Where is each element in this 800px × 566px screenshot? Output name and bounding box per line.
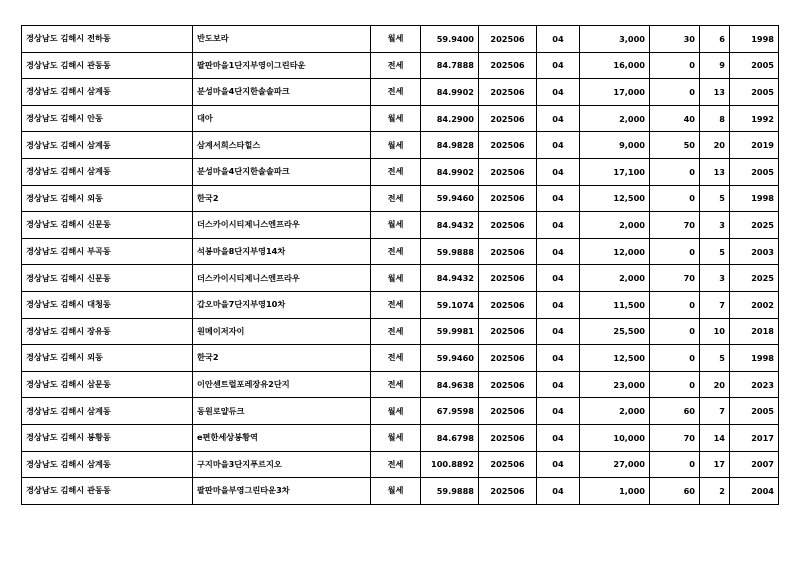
address-cell: 경상남도 김해시 외동 [22,345,193,372]
contract-day-cell: 04 [537,132,580,159]
contract-month-cell: 202506 [479,291,537,318]
deposit-cell: 23,000 [580,371,650,398]
floor-cell: 3 [700,212,730,239]
deposit-cell: 17,100 [580,158,650,185]
address-cell: 경상남도 김해시 전하동 [22,26,193,53]
floor-cell: 5 [700,185,730,212]
floor-cell: 3 [700,265,730,292]
build-year-cell: 2005 [730,158,779,185]
address-cell: 경상남도 김해시 부곡동 [22,238,193,265]
rent-transactions-sheet [21,25,778,505]
floor-cell: 9 [700,52,730,79]
deposit-cell: 27,000 [580,451,650,478]
deposit-cell: 2,000 [580,398,650,425]
build-year-cell: 2005 [730,52,779,79]
address-cell: 경상남도 김해시 관동동 [22,478,193,505]
deposit-cell: 16,000 [580,52,650,79]
lease-type-cell: 월세 [371,265,421,292]
address-cell: 경상남도 김해시 대청동 [22,291,193,318]
lease-type-cell: 월세 [371,26,421,53]
table-row [22,105,779,132]
monthly-rent-cell: 60 [650,398,700,425]
table-row [22,158,779,185]
monthly-rent-cell: 0 [650,451,700,478]
monthly-rent-cell: 0 [650,52,700,79]
rent-transactions-table [21,25,779,505]
build-year-cell: 2005 [730,398,779,425]
contract-day-cell: 04 [537,398,580,425]
deposit-cell: 12,500 [580,345,650,372]
deposit-cell: 10,000 [580,424,650,451]
table-row [22,52,779,79]
contract-day-cell: 04 [537,265,580,292]
monthly-rent-cell: 40 [650,105,700,132]
address-cell: 경상남도 김해시 외동 [22,185,193,212]
deposit-cell: 9,000 [580,132,650,159]
contract-month-cell: 202506 [479,398,537,425]
build-year-cell: 2019 [730,132,779,159]
deposit-cell: 11,500 [580,291,650,318]
lease-type-cell: 전세 [371,52,421,79]
contract-month-cell: 202506 [479,105,537,132]
monthly-rent-cell: 60 [650,478,700,505]
contract-day-cell: 04 [537,158,580,185]
table-row [22,26,779,53]
lease-type-cell: 월세 [371,132,421,159]
monthly-rent-cell: 30 [650,26,700,53]
contract-month-cell: 202506 [479,478,537,505]
lease-type-cell: 전세 [371,318,421,345]
contract-day-cell: 04 [537,185,580,212]
area-cell: 84.9432 [421,212,479,239]
lease-type-cell: 전세 [371,238,421,265]
area-cell: 59.9888 [421,478,479,505]
area-cell: 84.6798 [421,424,479,451]
floor-cell: 20 [700,132,730,159]
table-row [22,345,779,372]
apartment-name-cell: e편한세상봉황역 [193,424,371,451]
build-year-cell: 2004 [730,478,779,505]
table-body [22,26,779,505]
contract-day-cell: 04 [537,212,580,239]
area-cell: 84.9432 [421,265,479,292]
lease-type-cell: 전세 [371,158,421,185]
area-cell: 84.2900 [421,105,479,132]
apartment-name-cell: 분성마을4단지한솔솔파크 [193,79,371,106]
floor-cell: 17 [700,451,730,478]
deposit-cell: 2,000 [580,212,650,239]
build-year-cell: 2023 [730,371,779,398]
contract-day-cell: 04 [537,478,580,505]
floor-cell: 13 [700,158,730,185]
area-cell: 84.9828 [421,132,479,159]
contract-month-cell: 202506 [479,265,537,292]
contract-day-cell: 04 [537,318,580,345]
contract-day-cell: 04 [537,424,580,451]
build-year-cell: 2003 [730,238,779,265]
contract-month-cell: 202506 [479,212,537,239]
build-year-cell: 1992 [730,105,779,132]
lease-type-cell: 전세 [371,291,421,318]
build-year-cell: 2002 [730,291,779,318]
lease-type-cell: 월세 [371,105,421,132]
contract-month-cell: 202506 [479,345,537,372]
area-cell: 84.7888 [421,52,479,79]
table-row [22,185,779,212]
table-row [22,371,779,398]
area-cell: 59.9460 [421,185,479,212]
address-cell: 경상남도 김해시 삼문동 [22,371,193,398]
area-cell: 59.1074 [421,291,479,318]
area-cell: 100.8892 [421,451,479,478]
table-row [22,238,779,265]
monthly-rent-cell: 0 [650,79,700,106]
address-cell: 경상남도 김해시 신문동 [22,212,193,239]
apartment-name-cell: 팔판마을1단지부영이그린타운 [193,52,371,79]
deposit-cell: 25,500 [580,318,650,345]
apartment-name-cell: 분성마을4단지한솔솔파크 [193,158,371,185]
apartment-name-cell: 더스카이시티제니스엔프라우 [193,212,371,239]
contract-day-cell: 04 [537,451,580,478]
floor-cell: 7 [700,291,730,318]
contract-month-cell: 202506 [479,318,537,345]
contract-month-cell: 202506 [479,371,537,398]
apartment-name-cell: 한국2 [193,345,371,372]
address-cell: 경상남도 김해시 장유동 [22,318,193,345]
deposit-cell: 2,000 [580,105,650,132]
contract-month-cell: 202506 [479,79,537,106]
contract-day-cell: 04 [537,371,580,398]
contract-day-cell: 04 [537,52,580,79]
build-year-cell: 1998 [730,185,779,212]
apartment-name-cell: 갑오마을7단지부영10차 [193,291,371,318]
address-cell: 경상남도 김해시 봉황동 [22,424,193,451]
contract-day-cell: 04 [537,291,580,318]
deposit-cell: 1,000 [580,478,650,505]
build-year-cell: 2025 [730,212,779,239]
apartment-name-cell: 더스카이시티제니스엔프라우 [193,265,371,292]
table-row [22,398,779,425]
deposit-cell: 3,000 [580,26,650,53]
monthly-rent-cell: 70 [650,265,700,292]
lease-type-cell: 월세 [371,398,421,425]
contract-month-cell: 202506 [479,451,537,478]
lease-type-cell: 전세 [371,451,421,478]
contract-month-cell: 202506 [479,158,537,185]
floor-cell: 5 [700,238,730,265]
floor-cell: 13 [700,79,730,106]
table-row [22,79,779,106]
area-cell: 84.9638 [421,371,479,398]
address-cell: 경상남도 김해시 삼계동 [22,79,193,106]
contract-month-cell: 202506 [479,52,537,79]
floor-cell: 14 [700,424,730,451]
floor-cell: 6 [700,26,730,53]
contract-day-cell: 04 [537,345,580,372]
monthly-rent-cell: 0 [650,158,700,185]
monthly-rent-cell: 70 [650,424,700,451]
deposit-cell: 12,000 [580,238,650,265]
apartment-name-cell: 팔판마을부영그린타운3차 [193,478,371,505]
apartment-name-cell: 대아 [193,105,371,132]
address-cell: 경상남도 김해시 신문동 [22,265,193,292]
contract-day-cell: 04 [537,238,580,265]
address-cell: 경상남도 김해시 관동동 [22,52,193,79]
table-row [22,318,779,345]
table-row [22,291,779,318]
build-year-cell: 2025 [730,265,779,292]
build-year-cell: 2018 [730,318,779,345]
area-cell: 59.9460 [421,345,479,372]
table-row [22,132,779,159]
floor-cell: 2 [700,478,730,505]
contract-month-cell: 202506 [479,132,537,159]
area-cell: 67.9598 [421,398,479,425]
apartment-name-cell: 원메이저자이 [193,318,371,345]
deposit-cell: 12,500 [580,185,650,212]
deposit-cell: 17,000 [580,79,650,106]
monthly-rent-cell: 0 [650,345,700,372]
monthly-rent-cell: 0 [650,371,700,398]
apartment-name-cell: 석봉마을8단지부영14차 [193,238,371,265]
contract-month-cell: 202506 [479,424,537,451]
build-year-cell: 2017 [730,424,779,451]
apartment-name-cell: 이안센트럴포레장유2단지 [193,371,371,398]
build-year-cell: 2007 [730,451,779,478]
contract-month-cell: 202506 [479,238,537,265]
build-year-cell: 1998 [730,26,779,53]
table-row [22,424,779,451]
lease-type-cell: 월세 [371,478,421,505]
area-cell: 59.9888 [421,238,479,265]
apartment-name-cell: 반도보라 [193,26,371,53]
deposit-cell: 2,000 [580,265,650,292]
contract-day-cell: 04 [537,79,580,106]
floor-cell: 10 [700,318,730,345]
lease-type-cell: 전세 [371,79,421,106]
build-year-cell: 2005 [730,79,779,106]
monthly-rent-cell: 50 [650,132,700,159]
table-row [22,478,779,505]
apartment-name-cell: 동원로얄듀크 [193,398,371,425]
address-cell: 경상남도 김해시 삼계동 [22,451,193,478]
address-cell: 경상남도 김해시 안동 [22,105,193,132]
floor-cell: 7 [700,398,730,425]
lease-type-cell: 월세 [371,212,421,239]
floor-cell: 20 [700,371,730,398]
area-cell: 59.9981 [421,318,479,345]
lease-type-cell: 전세 [371,185,421,212]
monthly-rent-cell: 70 [650,212,700,239]
apartment-name-cell: 한국2 [193,185,371,212]
address-cell: 경상남도 김해시 삼계동 [22,158,193,185]
contract-month-cell: 202506 [479,26,537,53]
floor-cell: 8 [700,105,730,132]
address-cell: 경상남도 김해시 삼계동 [22,132,193,159]
address-cell: 경상남도 김해시 삼계동 [22,398,193,425]
monthly-rent-cell: 0 [650,185,700,212]
floor-cell: 5 [700,345,730,372]
contract-month-cell: 202506 [479,185,537,212]
lease-type-cell: 전세 [371,371,421,398]
monthly-rent-cell: 0 [650,238,700,265]
contract-day-cell: 04 [537,105,580,132]
area-cell: 84.9902 [421,79,479,106]
apartment-name-cell: 구지마을3단지푸르지오 [193,451,371,478]
lease-type-cell: 전세 [371,345,421,372]
lease-type-cell: 월세 [371,424,421,451]
table-row [22,212,779,239]
monthly-rent-cell: 0 [650,318,700,345]
area-cell: 59.9400 [421,26,479,53]
table-row [22,265,779,292]
build-year-cell: 1998 [730,345,779,372]
table-row [22,451,779,478]
apartment-name-cell: 삼계서희스타힐스 [193,132,371,159]
contract-day-cell: 04 [537,26,580,53]
area-cell: 84.9902 [421,158,479,185]
monthly-rent-cell: 0 [650,291,700,318]
